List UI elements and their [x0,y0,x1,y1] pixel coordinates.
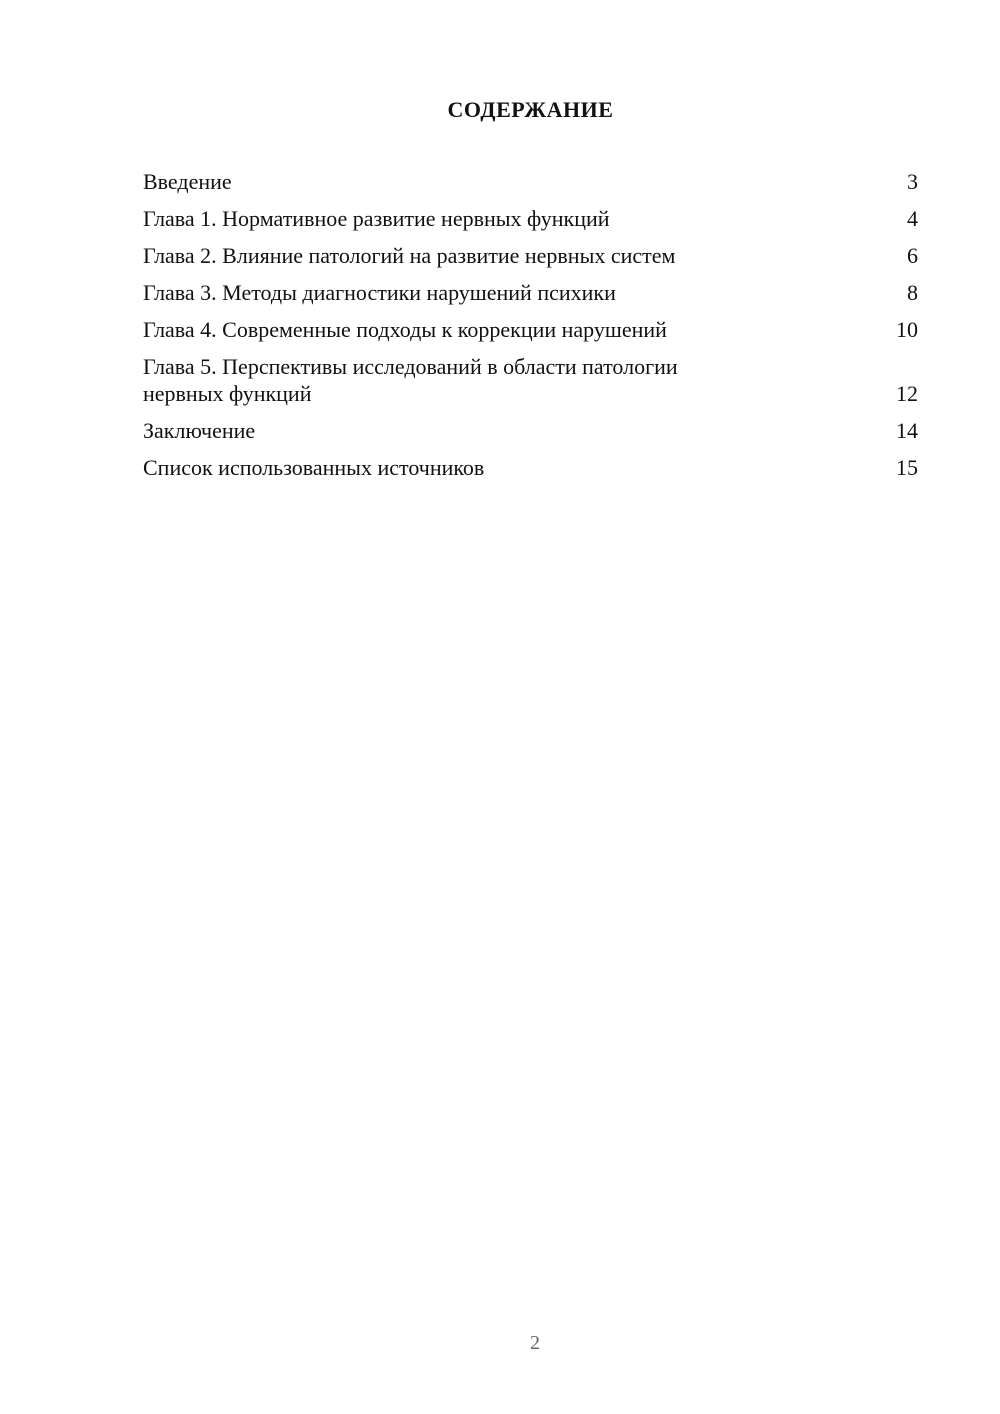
toc-item-page: 8 [907,280,918,305]
toc-item [143,205,918,232]
toc-item-page: 14 [896,418,918,443]
toc-item-page: 4 [907,206,918,231]
toc-item [143,454,918,481]
toc-item-page: 6 [907,243,918,268]
toc-item-label: Глава 5. Перспективы исследований в области патологии нервных функций [143,354,678,406]
toc-item-page: 12 [896,381,918,406]
toc-item-label: Список использованных источников [143,455,485,480]
toc-item-label: Введение [143,169,232,194]
toc-item-page: 3 [907,169,918,194]
toc-item-label: Заключение [143,418,256,443]
toc-item-page: 15 [896,455,918,480]
toc-item [143,353,918,407]
toc-item [143,242,918,269]
page-title: СОДЕРЖАНИЕ [447,97,614,122]
toc-item-label: Глава 4. Современные подходы к коррекции нарушений [143,317,667,342]
toc-item [143,279,918,306]
toc-item-label: Глава 3. Методы диагностики нарушений психики [143,280,616,305]
page-number: 2 [530,1332,540,1354]
toc-item [143,316,918,343]
table-of-contents [143,168,918,491]
toc-item-label: Глава 1. Нормативное развитие нервных функций [143,206,610,231]
toc-item-page: 10 [896,317,918,342]
toc-item [143,417,918,444]
toc-item-label: Глава 2. Влияние патологий на развитие нервных систем [143,243,676,268]
toc-item [143,168,918,195]
